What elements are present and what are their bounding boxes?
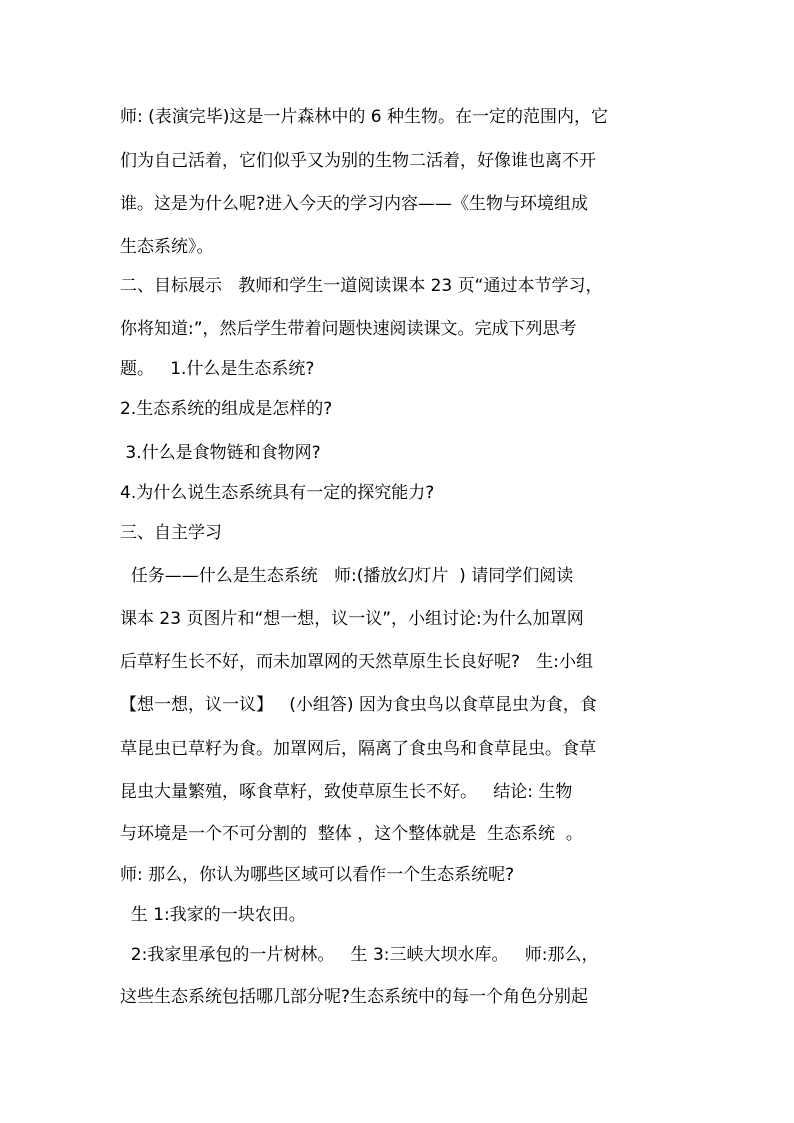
- text-line: 昆虫大量繁殖，啄食草籽，致使草原生长不好。 结论: 生物: [120, 782, 573, 802]
- text-line: 你将知道:”，然后学生带着问题快速阅读课文。完成下列思考: [120, 319, 577, 339]
- text-line: 【想一想，议一议】 (小组答) 因为食虫鸟以食草昆虫为食，食: [120, 695, 597, 715]
- text-line: 草昆虫已草籽为食。加罩网后，隔离了食虫鸟和食草昆虫。食草: [120, 739, 596, 759]
- text-line: 2.生态系统的组成是怎样的?: [120, 399, 333, 419]
- text-line: 师: 那么，你认为哪些区域可以看作一个生态系统呢?: [120, 865, 515, 885]
- text-line: 二、目标展示 教师和学生一道阅读课本 23 页“通过本节学习，: [120, 276, 603, 296]
- text-line: 题。 1.什么是生态系统?: [120, 359, 315, 379]
- text-line: 课本 23 页图片和“想一想，议一议”，小组讨论:为什么加罩网: [120, 609, 584, 629]
- text-line: 3.什么是食物链和食物网?: [120, 443, 321, 463]
- section-heading: 三、自主学习: [120, 523, 222, 543]
- text-line: 后草籽生长不好，而未加罩网的天然草原生长良好呢? 生:小组: [120, 652, 593, 672]
- text-line: 这些生态系统包括哪几部分呢?生态系统中的每一个角色分别起: [120, 987, 589, 1007]
- text-line: 生 1:我家的一块农田。: [120, 905, 306, 925]
- text-line: 师: (表演完毕)这是一片森林中的 6 种生物。在一定的范围内，它: [120, 107, 609, 127]
- text-line: 谁。这是为什么呢?进入今天的学习内容——《生物与环境组成: [120, 194, 589, 214]
- text-line: 们为自己活着，它们似乎又为别的生物二活着，好像谁也离不开: [120, 151, 596, 171]
- text-line: 2:我家里承包的一片树林。 生 3:三峡大坝水库。 师:那么，: [120, 945, 599, 965]
- text-line: 4.为什么说生态系统具有一定的探究能力?: [120, 483, 435, 503]
- text-line: 与环境是一个不可分割的 整体 ，这个整体就是 生态系统 。: [120, 824, 583, 844]
- text-line: 任务——什么是生态系统 师:(播放幻灯片 ) 请同学们阅读: [120, 566, 574, 586]
- text-line: 生态系统》。: [120, 237, 214, 257]
